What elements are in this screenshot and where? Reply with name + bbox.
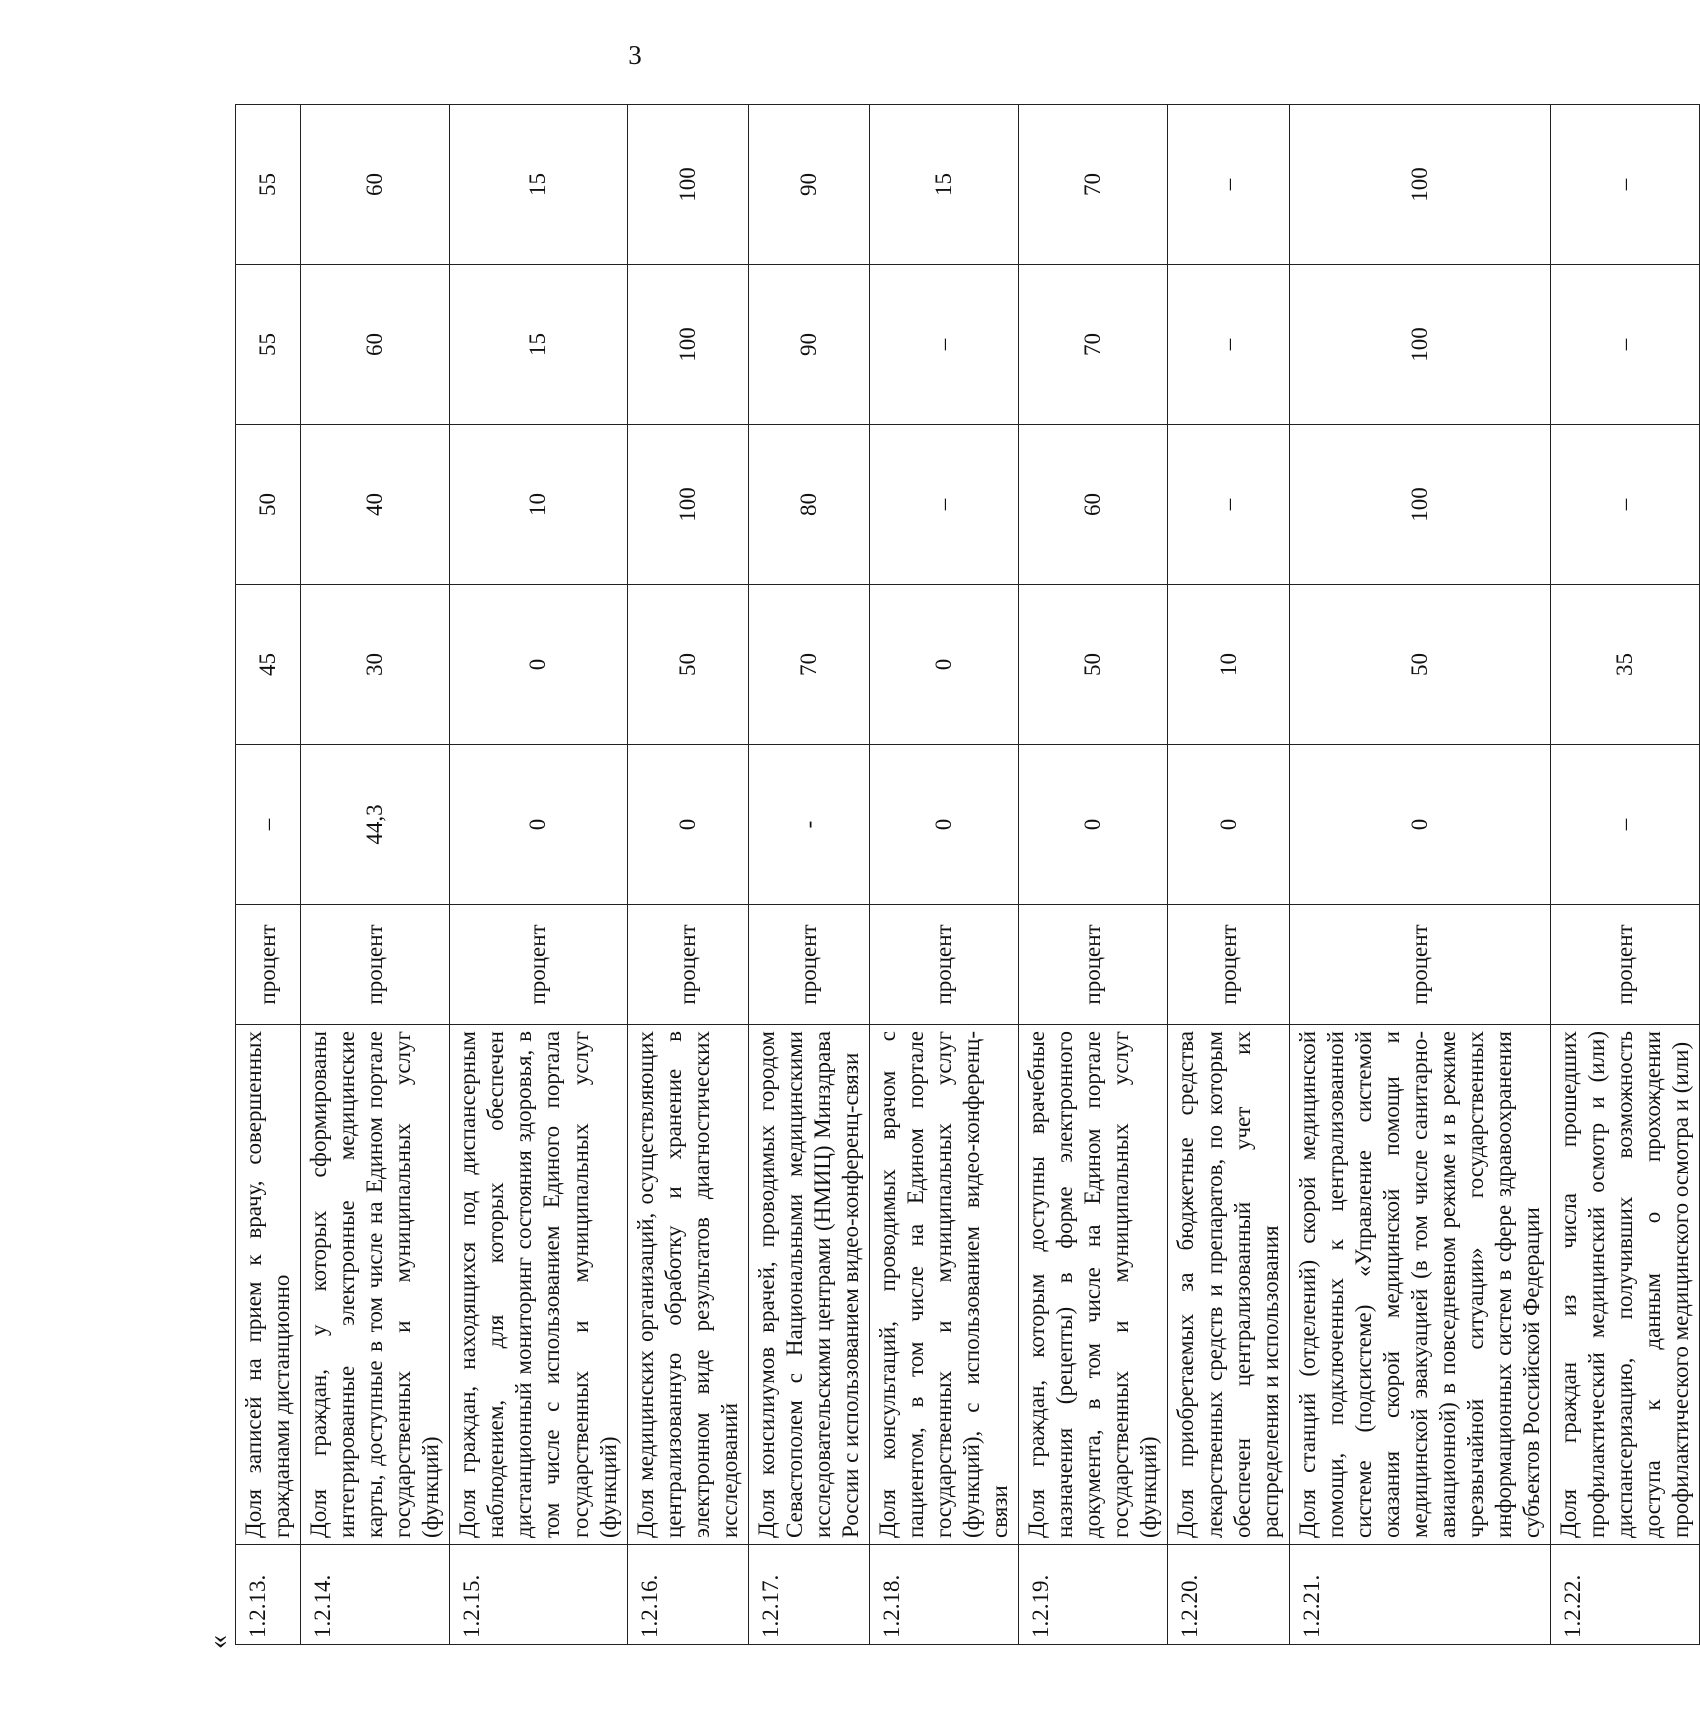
indicator-description: Доля медицинских организаций, осуществляющих централизованную обработку и хранение в электронном виде результатов диагностических исследований (627, 1025, 748, 1545)
indicator-value: – (1551, 105, 1700, 265)
table-row (450, 105, 627, 1645)
indicator-value: 0 (450, 585, 627, 745)
indicator-value: 50 (1019, 585, 1168, 745)
indicator-value: 10 (1168, 585, 1289, 745)
indicator-number: 1.2.15. (450, 1545, 627, 1645)
indicator-value: 0 (1289, 745, 1550, 905)
indicator-value: 50 (236, 425, 301, 585)
indicator-unit: процент (748, 905, 869, 1025)
indicator-value: 100 (627, 425, 748, 585)
table-row (1168, 105, 1289, 1645)
indicator-description: Доля записей на прием к врачу, совершенных гражданами дистанционно (236, 1025, 301, 1545)
indicator-value: 40 (301, 425, 450, 585)
indicator-value: 100 (627, 265, 748, 425)
indicator-value: 90 (748, 265, 869, 425)
indicator-value: – (869, 425, 1018, 585)
indicator-value: 0 (1019, 745, 1168, 905)
indicator-value: – (1168, 265, 1289, 425)
table-row (748, 105, 869, 1645)
opening-quote-mark: « (203, 1635, 234, 1649)
indicator-value: 60 (301, 105, 450, 265)
indicator-value: – (236, 745, 301, 905)
table-row (869, 105, 1018, 1645)
indicator-value: 15 (869, 105, 1018, 265)
page-number: 3 (628, 40, 642, 70)
indicator-value: 60 (301, 265, 450, 425)
indicator-unit: процент (869, 905, 1018, 1025)
indicator-value: – (1168, 105, 1289, 265)
indicators-table (235, 104, 1700, 1645)
indicator-number: 1.2.14. (301, 1545, 450, 1645)
indicator-value: – (1551, 745, 1700, 905)
indicator-value: 100 (627, 105, 748, 265)
indicator-value: - (748, 745, 869, 905)
table-row (627, 105, 748, 1645)
indicator-value: 10 (450, 425, 627, 585)
indicator-value: 70 (1019, 105, 1168, 265)
indicator-value: 30 (301, 585, 450, 745)
indicator-value: 55 (236, 105, 301, 265)
indicator-description: Доля граждан, находящихся под диспансерным наблюдением, для которых обеспечен дистанционный мониторинг состояния здоровья, в том числе с использованием Единого портала государственных и муниципальных услуг (функций) (450, 1025, 627, 1545)
indicator-description: Доля консультаций, проводимых врачом с пациентом, в том числе на Едином портале государственных и муниципальных услуг (функций), с использованием видео-конференц-связи (869, 1025, 1018, 1545)
indicator-value: 50 (627, 585, 748, 745)
indicator-description: Доля граждан, у которых сформированы интегрированные электронные медицинские карты, доступные в том числе на Едином портале государственных и муниципальных услуг (функций) (301, 1025, 450, 1545)
indicator-value: 55 (236, 265, 301, 425)
indicator-unit: процент (1551, 905, 1700, 1025)
indicator-number: 1.2.20. (1168, 1545, 1289, 1645)
indicator-number: 1.2.19. (1019, 1545, 1168, 1645)
indicator-value: 50 (1289, 585, 1550, 745)
table-row (1551, 105, 1700, 1645)
indicators-table-body (236, 105, 1700, 1645)
indicator-unit: процент (1019, 905, 1168, 1025)
indicator-value: 100 (1289, 105, 1550, 265)
table-row (1289, 105, 1550, 1645)
indicator-value: 45 (236, 585, 301, 745)
indicator-number: 1.2.22. (1551, 1545, 1700, 1645)
indicator-value: – (1551, 425, 1700, 585)
indicator-value: 35 (1551, 585, 1700, 745)
indicator-description: Доля граждан, которым доступны врачебные назначения (рецепты) в форме электронного документа, в том числе на Едином портале государственных и муниципальных услуг (функций) (1019, 1025, 1168, 1545)
indicator-value: – (1551, 265, 1700, 425)
indicator-description: Доля станций (отделений) скорой медицинской помощи, подключенных к централизованной системе (подсистеме) «Управление системой оказания скорой медицинской помощи и медицинской эвакуацией (в том числе санитарно-авиационной) в повседневном режиме и в режиме чрезвычайной ситуации» государственных информационных систем в сфере здравоохранения субъектов Российской Федерации (1289, 1025, 1550, 1545)
indicator-value: 90 (748, 105, 869, 265)
indicator-description: Доля граждан из числа прошедших профилактический медицинский осмотр и (или) диспансеризацию, получивших возможность доступа к данным о прохождении профилактического медицинского осмотра и (или) (1551, 1025, 1700, 1545)
indicator-value: 100 (1289, 425, 1550, 585)
indicator-number: 1.2.16. (627, 1545, 748, 1645)
indicator-value: – (869, 265, 1018, 425)
rotated-table-container (235, 105, 1694, 1645)
indicator-value: 0 (1168, 745, 1289, 905)
indicator-unit: процент (450, 905, 627, 1025)
indicator-number: 1.2.13. (236, 1545, 301, 1645)
indicator-value: 15 (450, 105, 627, 265)
indicator-value: 0 (627, 745, 748, 905)
indicator-description: Доля консилиумов врачей, проводимых городом Севастополем с Национальными медицинскими исследовательскими центрами (НМИЦ) Минздрава России с использованием видео-конференц-связи (748, 1025, 869, 1545)
table-row (236, 105, 301, 1645)
indicator-value: 44,3 (301, 745, 450, 905)
table-row (1019, 105, 1168, 1645)
indicator-unit: процент (236, 905, 301, 1025)
indicator-description: Доля приобретаемых за бюджетные средства лекарственных средств и препаратов, по которым обеспечен централизованный учет их распределения и использования (1168, 1025, 1289, 1545)
indicator-value: 80 (748, 425, 869, 585)
indicator-value: 0 (869, 745, 1018, 905)
indicator-value: 0 (869, 585, 1018, 745)
indicator-value: – (1168, 425, 1289, 585)
indicator-value: 0 (450, 745, 627, 905)
indicator-unit: процент (1289, 905, 1550, 1025)
indicator-unit: процент (1168, 905, 1289, 1025)
indicator-value: 15 (450, 265, 627, 425)
indicator-value: 60 (1019, 425, 1168, 585)
table-row (301, 105, 450, 1645)
indicator-number: 1.2.18. (869, 1545, 1018, 1645)
indicator-value: 70 (1019, 265, 1168, 425)
indicator-unit: процент (627, 905, 748, 1025)
indicator-unit: процент (301, 905, 450, 1025)
indicator-value: 100 (1289, 265, 1550, 425)
indicator-number: 1.2.17. (748, 1545, 869, 1645)
indicator-value: 70 (748, 585, 869, 745)
indicator-number: 1.2.21. (1289, 1545, 1550, 1645)
